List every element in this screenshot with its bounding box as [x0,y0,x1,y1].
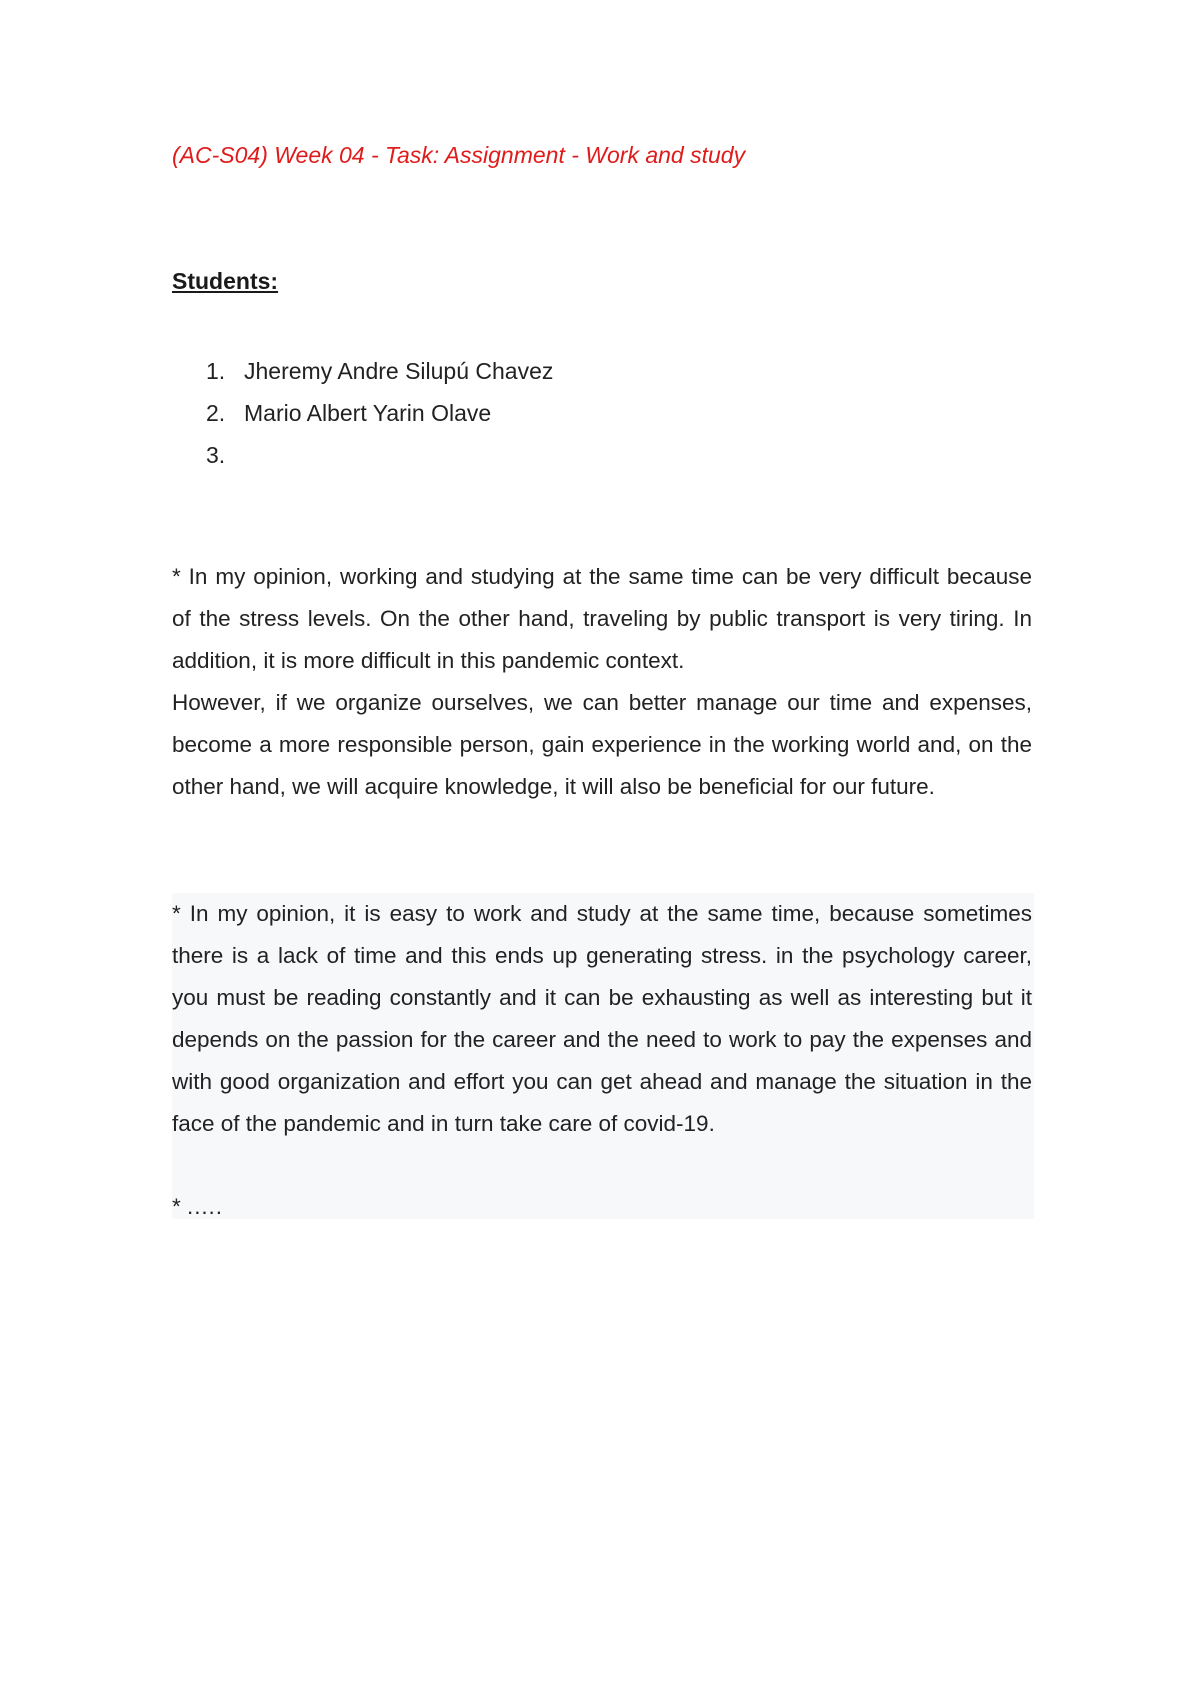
opinion-paragraph-3-placeholder: * .…. [172,1194,223,1219]
student-list [206,350,553,476]
opinion-paragraph-1-continued: However, if we organize ourselves, we can better manage our time and expenses, become a more responsible person, gain experience in the working world and, on the other hand, we will acquire knowledge, it will also be beneficial for our future. [172,690,1032,799]
document-title: (AC-S04) Week 04 - Task: Assignment - Work and study [172,142,746,168]
list-item [206,434,553,476]
list-number: 3. [206,442,226,468]
opinion-paragraph-2: * In my opinion, it is easy to work and study at the same time, because sometimes there is a lack of time and this ends up generating stress. in the psychology career, you must be reading constantly and it can be exhausting as well as interesting but it depends on the passion for the career and the need to work to pay the expenses and with good organization and effort you can get ahead and manage the situation in the face of the pandemic and in turn take care of covid-19. [172,901,1032,1136]
opinion-paragraph-1: * In my opinion, working and studying at the same time can be very difficult because of the stress levels. On the other hand, traveling by public transport is very tiring. In addition, it is more difficult in this pandemic context. [172,564,1032,673]
list-number: 1. [206,358,226,384]
list-item [206,392,553,434]
students-heading: Students: [172,268,279,294]
student-name: Mario Albert Yarin Olave [244,400,492,426]
list-number: 2. [206,400,226,426]
list-item [206,350,553,392]
student-name: Jheremy Andre Silupú Chavez [244,358,554,384]
